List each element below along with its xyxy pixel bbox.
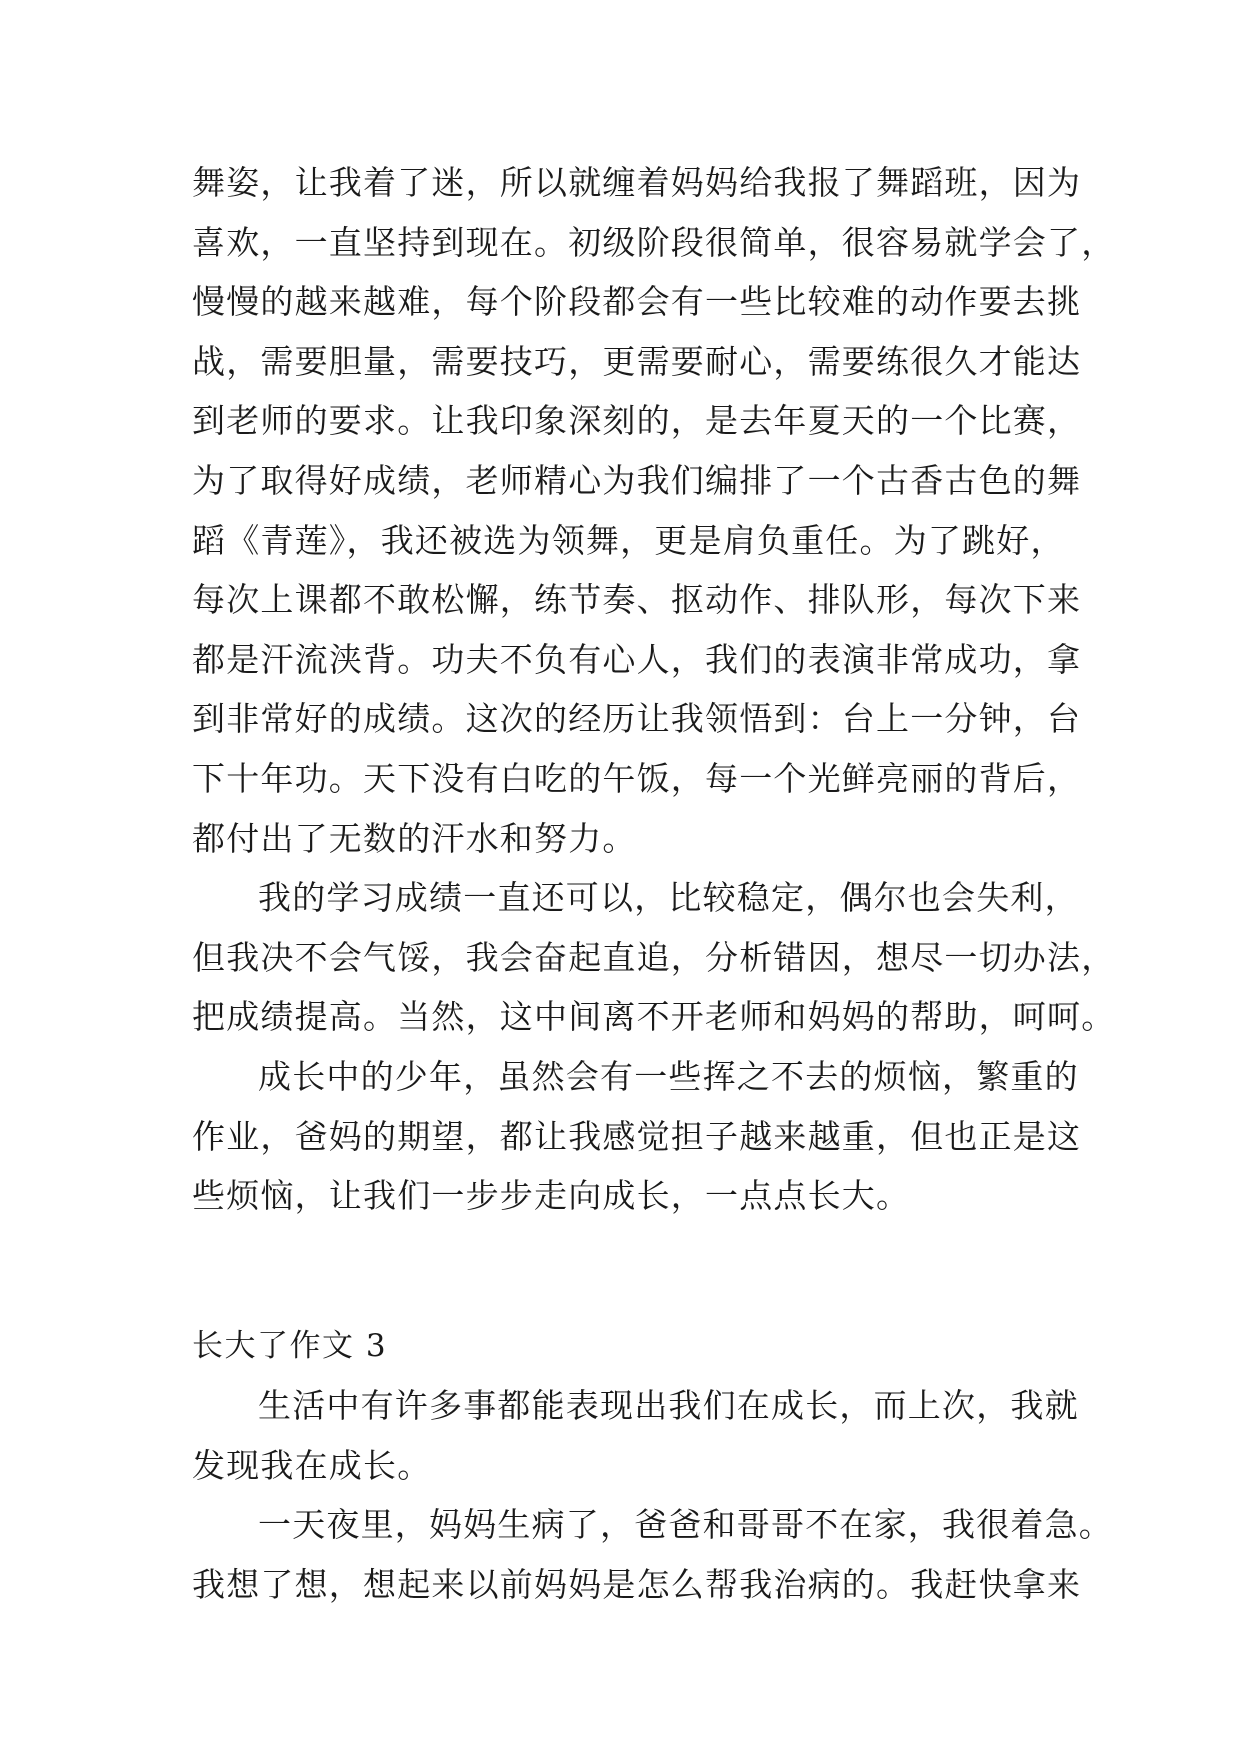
text-line: 都是汗流浃背。功夫不负有心人，我们的表演非常成功，拿 — [192, 639, 1082, 679]
text-line: 把成绩提高。当然，这中间离不开老师和妈妈的帮助，呵呵。 — [192, 997, 1116, 1037]
document-body — [192, 153, 1116, 1615]
text-line: 些烦恼，让我们一步步走向成长，一点点长大。 — [192, 1176, 911, 1216]
paragraph-intro — [192, 1376, 1079, 1495]
text-line: 喜欢，一直坚持到现在。初级阶段很简单，很容易就学会了， — [192, 222, 1116, 262]
text-line: 舞姿，让我着了迷，所以就缠着妈妈给我报了舞蹈班，因为 — [192, 163, 1082, 202]
text-line: 下十年功。天下没有白吃的午饭，每一个光鲜亮丽的背后， — [192, 758, 1082, 798]
text-line: 但我决不会气馁，我会奋起直追，分析错因，想尽一切办法， — [192, 937, 1116, 977]
text-line: 生活中有许多事都能表现出我们在成长，而上次，我就 — [258, 1386, 1079, 1426]
paragraph-dance — [192, 153, 1116, 868]
text-line: 作业，爸妈的期望，都让我感觉担子越来越重，但也正是这 — [192, 1116, 1082, 1156]
text-line: 一天夜里，妈妈生病了，爸爸和哥哥不在家，我很着急。 — [258, 1505, 1113, 1545]
section-title: 长大了作文 3 — [192, 1327, 388, 1364]
text-line: 蹈《青莲》，我还被选为领舞，更是肩负重任。为了跳好， — [192, 520, 1065, 560]
paragraph-growing-troubles — [192, 1047, 1082, 1226]
paragraph-night — [192, 1495, 1113, 1614]
text-line: 我的学习成绩一直还可以，比较稳定，偶尔也会失利， — [258, 878, 1079, 918]
text-line: 我想了想，想起来以前妈妈是怎么帮我治病的。我赶快拿来 — [192, 1565, 1082, 1605]
section-spacer — [192, 1226, 1072, 1317]
text-line: 到非常好的成绩。这次的经历让我领悟到：台上一分钟，台 — [192, 699, 1082, 739]
text-line: 到老师的要求。让我印象深刻的，是去年夏天的一个比赛， — [192, 401, 1082, 441]
paragraph-grades — [192, 868, 1116, 1047]
text-line: 战，需要胆量，需要技巧，更需要耐心，需要练很久才能达 — [192, 341, 1082, 381]
text-line: 慢慢的越来越难，每个阶段都会有一些比较难的动作要去挑 — [192, 282, 1082, 322]
text-line: 为了取得好成绩，老师精心为我们编排了一个古香古色的舞 — [192, 460, 1082, 500]
text-line: 成长中的少年，虽然会有一些挥之不去的烦恼，繁重的 — [258, 1056, 1079, 1096]
text-line: 发现我在成长。 — [192, 1445, 432, 1485]
text-line: 都付出了无数的汗水和努力。 — [192, 818, 637, 858]
text-line: 每次上课都不敢松懈，练节奏、抠动作、排队形，每次下来 — [192, 580, 1082, 620]
